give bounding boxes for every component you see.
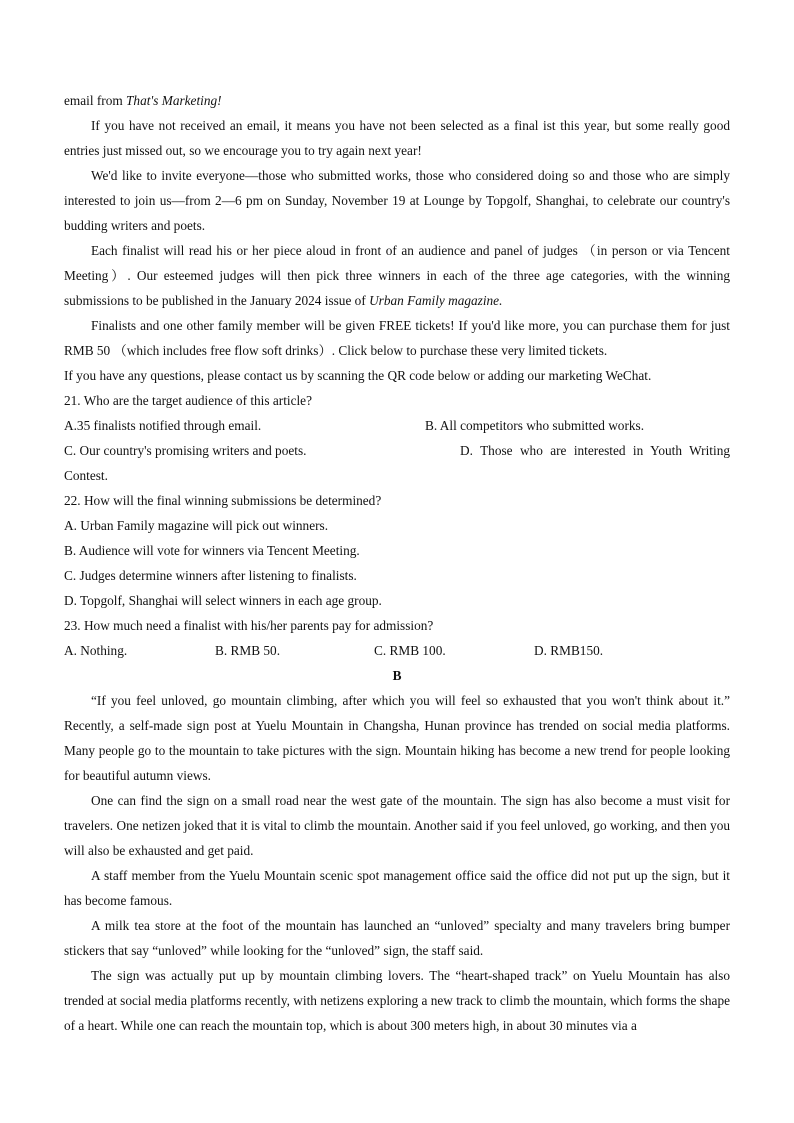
passage-a-paragraph-1: If you have not received an email, it means you have not been selected as a final ist this year, but some really good entries just missed out, so we encourage you to try again next year! [64, 118, 730, 158]
document-page [64, 88, 730, 1038]
question-21-option-d: D. Those who are interested in Youth Writing Contest. [64, 443, 730, 483]
question-21-options-row-1 [64, 413, 730, 438]
section-b-paragraph-1: “If you feel unloved, go mountain climbing, after which you will feel so exhausted that you won't think about it.” Recently, a self-made sign post at Yuelu Mountain in Changsha, Hunan province has trended on social media platforms. Many people go to the mountain to take pictures with the sign. Mountain hiking has become a new trend for people looking for beautiful autumn views. [64, 693, 730, 783]
passage-a-paragraph-4: Finalists and one other family member will be given FREE tickets! If you'd like more, you can purchase them for just RMB 50 （which includes free flow soft drinks）. Click below to purchase these very limited tickets. [64, 318, 730, 358]
question-22-option-d: D. Topgolf, Shanghai will select winners in each age group. [64, 593, 382, 608]
passage-a-p0-text: email from [64, 93, 127, 108]
question-23-stem: 23. How much need a finalist with his/her parents pay for admission? [64, 618, 434, 633]
section-b-paragraph-3: A staff member from the Yuelu Mountain scenic spot management office said the office did not put up the sign, but it has become famous. [64, 868, 730, 908]
question-21-option-a: A.35 finalists notified through email. [64, 418, 262, 433]
passage-a-paragraph-3 [64, 238, 730, 313]
question-22-option-c: C. Judges determine winners after listening to finalists. [64, 568, 357, 583]
magazine-name: Urban Family magazine. [369, 293, 503, 308]
passage-a-paragraph-0 [64, 88, 730, 113]
question-23-options [64, 638, 730, 663]
passage-a-paragraph-2: We'd like to invite everyone—those who submitted works, those who considered doing so and those who are simply interested to join us—from 2—6 pm on Sunday, November 19 at Lounge by Topgolf, Shanghai, to celebrate our country's budding writers and poets. [64, 168, 730, 233]
question-22-option-b: B. Audience will vote for winners via Tencent Meeting. [64, 543, 360, 558]
passage-a-p3-text: Each finalist will read his or her piece aloud in front of an audience and panel of judges （in person or via Tencent Meeting）. Our esteemed judges will then pick three winners in each of the three age categories, with the winning submissions to be published in the January 2024 issue of [64, 243, 730, 308]
question-23-option-b: B. RMB 50. [215, 643, 281, 658]
section-b-heading: B [392, 668, 402, 683]
question-22-stem: 22. How will the final winning submissions be determined? [64, 493, 382, 508]
section-b-paragraph-5: The sign was actually put up by mountain climbing lovers. The “heart-shaped track” on Yuelu Mountain has also trended at social media platforms recently, with netizens exploring a new track to climb the mountain, which forms the shape of a heart. While one can reach the mountain top, which is about 300 meters high, in about 30 minutes via a [64, 968, 730, 1033]
section-b-paragraph-4: A milk tea store at the foot of the mountain has launched an “unloved” specialty and many travelers bring bumper stickers that say “unloved” while looking for the “unloved” sign, the staff said. [64, 918, 730, 958]
question-21-option-b: B. All competitors who submitted works. [425, 418, 645, 433]
question-23-option-c: C. RMB 100. [374, 643, 446, 658]
section-b-paragraph-2: One can find the sign on a small road near the west gate of the mountain. The sign has also become a must visit for travelers. One netizen joked that it is vital to climb the mountain. Another said if you feel unloved, go working, and then you will also be exhausted and get paid. [64, 793, 730, 858]
question-23-option-a: A. Nothing. [64, 643, 128, 658]
question-21-option-c: C. Our country's promising writers and poets. [64, 443, 307, 458]
question-22-option-a: A. Urban Family magazine will pick out winners. [64, 518, 329, 533]
question-21-stem: 21. Who are the target audience of this article? [64, 393, 312, 408]
publisher-name: That's Marketing! [126, 93, 222, 108]
question-23-option-d: D. RMB150. [534, 643, 604, 658]
passage-a-paragraph-5: If you have any questions, please contact us by scanning the QR code below or adding our marketing WeChat. [64, 368, 652, 383]
